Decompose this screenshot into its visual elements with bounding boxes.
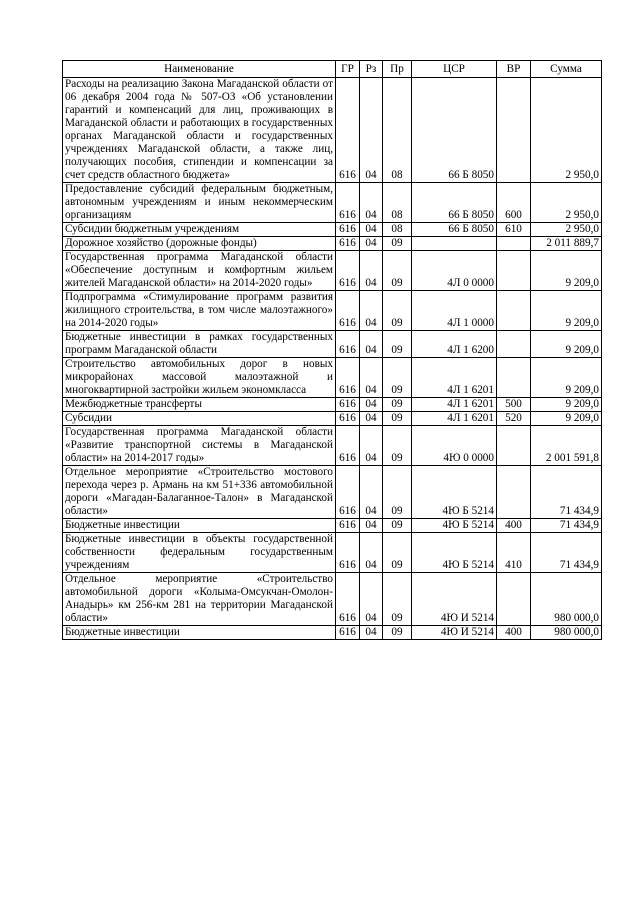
header-gr: ГР (336, 61, 360, 78)
row-gr-cell: 616 (336, 626, 360, 640)
row-sum-cell: 9 209,0 (531, 251, 602, 291)
row-name-cell: Бюджетные инвестиции (63, 519, 336, 533)
row-gr-cell: 616 (336, 251, 360, 291)
row-pr-cell: 08 (383, 223, 412, 237)
row-gr-cell: 616 (336, 519, 360, 533)
row-pr-cell: 09 (383, 626, 412, 640)
header-pr: Пр (383, 61, 412, 78)
table-row (63, 183, 602, 223)
row-vr-cell: 500 (497, 398, 531, 412)
row-sum-cell: 9 209,0 (531, 398, 602, 412)
row-vr-cell: 520 (497, 412, 531, 426)
row-pr-cell: 09 (383, 237, 412, 251)
row-gr-cell: 616 (336, 183, 360, 223)
row-name-cell: Субсидии бюджетным учреждениям (63, 223, 336, 237)
row-gr-cell: 616 (336, 78, 360, 183)
row-name-cell: Дорожное хозяйство (дорожные фонды) (63, 237, 336, 251)
row-vr-cell (497, 291, 531, 331)
row-rz-cell: 04 (360, 519, 383, 533)
row-sum-cell: 2 950,0 (531, 183, 602, 223)
row-sum-cell: 2 950,0 (531, 223, 602, 237)
row-vr-cell (497, 251, 531, 291)
row-vr-cell: 410 (497, 533, 531, 573)
row-vr-cell: 600 (497, 183, 531, 223)
row-sum-cell: 9 209,0 (531, 358, 602, 398)
table-row (63, 573, 602, 626)
row-name-cell: Межбюджетные трансферты (63, 398, 336, 412)
row-vr-cell (497, 78, 531, 183)
row-vr-cell (497, 466, 531, 519)
header-sum: Сумма (531, 61, 602, 78)
row-csr-cell: 4Ю Б 5214 (412, 466, 497, 519)
document-page (62, 60, 601, 640)
table-row (63, 358, 602, 398)
table-row (63, 426, 602, 466)
row-name-cell: Бюджетные инвестиции в объекты государственной собственности федеральным государственным учреждениям (63, 533, 336, 573)
row-pr-cell: 09 (383, 331, 412, 358)
header-vr: ВР (497, 61, 531, 78)
row-csr-cell: 4Ю 0 0000 (412, 426, 497, 466)
row-rz-cell: 04 (360, 398, 383, 412)
header-rz: Рз (360, 61, 383, 78)
row-vr-cell (497, 426, 531, 466)
row-sum-cell: 980 000,0 (531, 573, 602, 626)
row-vr-cell: 400 (497, 519, 531, 533)
row-name-cell: Предоставление субсидий федеральным бюджетным, автономным учреждениям и иным некоммерческим организациям (63, 183, 336, 223)
table-row (63, 78, 602, 183)
row-sum-cell: 2 011 889,7 (531, 237, 602, 251)
row-name-cell: Подпрограмма «Стимулирование программ развития жилищного строительства, в том числе малоэтажного» на 2014-2020 годы» (63, 291, 336, 331)
row-csr-cell: 66 Б 8050 (412, 78, 497, 183)
row-pr-cell: 09 (383, 251, 412, 291)
table-row (63, 331, 602, 358)
row-rz-cell: 04 (360, 78, 383, 183)
table-row (63, 466, 602, 519)
row-sum-cell: 9 209,0 (531, 412, 602, 426)
row-name-cell: Отдельное мероприятие «Строительство автомобильной дороги «Колыма-Омсукчан-Омолон-Анадырь» км 256-км 281 на территории Магаданской области» (63, 573, 336, 626)
row-pr-cell: 09 (383, 398, 412, 412)
row-pr-cell: 09 (383, 412, 412, 426)
row-csr-cell: 4Л 1 6200 (412, 331, 497, 358)
row-rz-cell: 04 (360, 358, 383, 398)
row-csr-cell: 66 Б 8050 (412, 223, 497, 237)
row-gr-cell: 616 (336, 358, 360, 398)
table-row (63, 519, 602, 533)
row-vr-cell (497, 331, 531, 358)
header-csr: ЦСР (412, 61, 497, 78)
row-name-cell: Государственная программа Магаданской области «Развитие транспортной системы в Магаданской области» на 2014-2017 годы» (63, 426, 336, 466)
row-gr-cell: 616 (336, 223, 360, 237)
row-pr-cell: 08 (383, 78, 412, 183)
table-row (63, 291, 602, 331)
budget-table (62, 60, 602, 640)
row-gr-cell: 616 (336, 331, 360, 358)
row-csr-cell: 4Ю Б 5214 (412, 519, 497, 533)
row-vr-cell: 400 (497, 626, 531, 640)
row-sum-cell: 2 950,0 (531, 78, 602, 183)
row-vr-cell (497, 573, 531, 626)
row-name-cell: Отдельное мероприятие «Строительство мостового перехода через р. Армань на км 51+336 автомобильной дороги «Магадан-Балаганное-Талон» в Магаданской области» (63, 466, 336, 519)
row-name-cell: Субсидии (63, 412, 336, 426)
row-rz-cell: 04 (360, 251, 383, 291)
row-rz-cell: 04 (360, 237, 383, 251)
row-rz-cell: 04 (360, 426, 383, 466)
header-row (63, 61, 602, 78)
row-sum-cell: 2 001 591,8 (531, 426, 602, 466)
row-rz-cell: 04 (360, 533, 383, 573)
row-sum-cell: 71 434,9 (531, 533, 602, 573)
row-rz-cell: 04 (360, 223, 383, 237)
row-sum-cell: 9 209,0 (531, 331, 602, 358)
row-pr-cell: 09 (383, 426, 412, 466)
row-csr-cell: 4Л 1 0000 (412, 291, 497, 331)
row-rz-cell: 04 (360, 573, 383, 626)
row-gr-cell: 616 (336, 291, 360, 331)
row-rz-cell: 04 (360, 291, 383, 331)
row-name-cell: Строительство автомобильных дорог в новых микрорайонах массовой малоэтажной и многоквартирной застройки жильем экономкласса (63, 358, 336, 398)
row-pr-cell: 09 (383, 358, 412, 398)
row-csr-cell: 4Ю И 5214 (412, 573, 497, 626)
row-rz-cell: 04 (360, 183, 383, 223)
row-name-cell: Государственная программа Магаданской области «Обеспечение доступным и комфортным жильем жителей Магаданской области» на 2014-2020 годы» (63, 251, 336, 291)
row-sum-cell: 71 434,9 (531, 466, 602, 519)
row-pr-cell: 08 (383, 183, 412, 223)
row-csr-cell: 4Л 1 6201 (412, 398, 497, 412)
row-sum-cell: 980 000,0 (531, 626, 602, 640)
table-body (63, 78, 602, 640)
row-name-cell: Расходы на реализацию Закона Магаданской области от 06 декабря 2004 года № 507-ОЗ «Об установлении гарантий и компенсаций для лиц, проживающих в Магаданской области и работающих в государственных органах Магаданской области и государственных учреждениях Магаданской области, а также лиц, получающих пособия, стипендии и компенсации за счет средств областного бюджета» (63, 78, 336, 183)
row-gr-cell: 616 (336, 398, 360, 412)
row-rz-cell: 04 (360, 331, 383, 358)
row-csr-cell: 66 Б 8050 (412, 183, 497, 223)
table-row (63, 237, 602, 251)
row-sum-cell: 9 209,0 (531, 291, 602, 331)
row-gr-cell: 616 (336, 426, 360, 466)
row-gr-cell: 616 (336, 573, 360, 626)
row-vr-cell: 610 (497, 223, 531, 237)
row-csr-cell: 4Ю Б 5214 (412, 533, 497, 573)
table-row (63, 398, 602, 412)
row-csr-cell: 4Л 1 6201 (412, 358, 497, 398)
row-vr-cell (497, 237, 531, 251)
row-gr-cell: 616 (336, 466, 360, 519)
row-csr-cell: 4Ю И 5214 (412, 626, 497, 640)
table-row (63, 626, 602, 640)
table-row (63, 412, 602, 426)
table-row (63, 533, 602, 573)
row-gr-cell: 616 (336, 237, 360, 251)
row-csr-cell: 4Л 0 0000 (412, 251, 497, 291)
row-pr-cell: 09 (383, 519, 412, 533)
row-pr-cell: 09 (383, 291, 412, 331)
table-row (63, 251, 602, 291)
row-pr-cell: 09 (383, 466, 412, 519)
row-rz-cell: 04 (360, 466, 383, 519)
row-name-cell: Бюджетные инвестиции в рамках государственных программ Магаданской области (63, 331, 336, 358)
row-gr-cell: 616 (336, 412, 360, 426)
row-gr-cell: 616 (336, 533, 360, 573)
table-row (63, 223, 602, 237)
header-name: Наименование (63, 61, 336, 78)
row-name-cell: Бюджетные инвестиции (63, 626, 336, 640)
row-rz-cell: 04 (360, 626, 383, 640)
row-sum-cell: 71 434,9 (531, 519, 602, 533)
table-header (63, 61, 602, 78)
row-rz-cell: 04 (360, 412, 383, 426)
row-csr-cell: 4Л 1 6201 (412, 412, 497, 426)
row-csr-cell (412, 237, 497, 251)
row-vr-cell (497, 358, 531, 398)
row-pr-cell: 09 (383, 533, 412, 573)
row-pr-cell: 09 (383, 573, 412, 626)
